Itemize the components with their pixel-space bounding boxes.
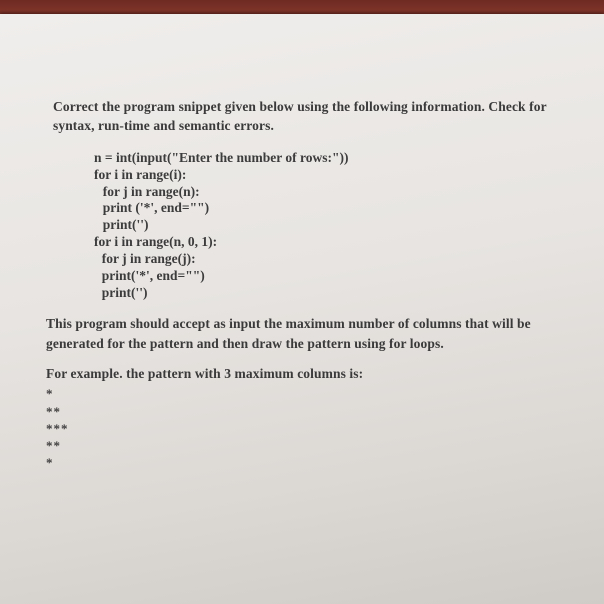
pattern-row-4: ** [46, 438, 61, 453]
code-line-4: print ('*', end="") [96, 200, 210, 215]
code-line-5: print('') [96, 217, 149, 232]
pattern-row-2: ** [46, 404, 61, 419]
code-line-1: n = int(input("Enter the number of rows:")) [94, 150, 349, 165]
code-line-9: print('') [95, 285, 148, 300]
description-line-2: generated for the pattern and then draw the pattern using for loops. [46, 336, 444, 351]
code-line-7: for j in range(j): [95, 251, 196, 266]
pattern-row-3: *** [46, 421, 69, 436]
intro-line-1: Correct the program snippet given below using the following information. Check for [53, 99, 547, 114]
pattern-row-1: * [46, 386, 54, 401]
pattern-row-5: * [46, 455, 54, 470]
code-line-2: for i in range(i): [94, 167, 187, 182]
code-line-8: print('*', end="") [95, 268, 205, 283]
paper-sheet [0, 14, 604, 604]
intro-line-2: syntax, run-time and semantic errors. [53, 118, 274, 133]
description-line-1: This program should accept as input the maximum number of columns that will be [46, 316, 531, 331]
code-line-3: for j in range(n): [96, 184, 200, 199]
code-line-6: for i in range(n, 0, 1): [94, 234, 218, 249]
example-heading: For example. the pattern with 3 maximum columns is: [46, 366, 364, 381]
